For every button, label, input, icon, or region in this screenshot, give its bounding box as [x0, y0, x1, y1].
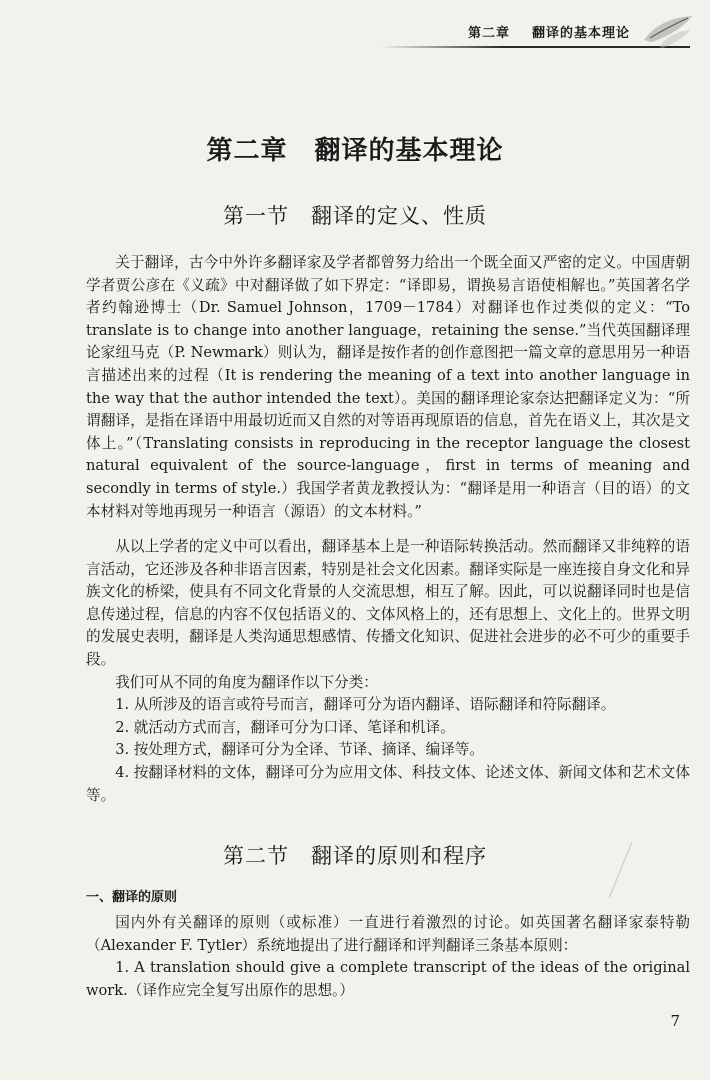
list-item: 2. 就活动方式而言，翻译可分为口译、笔译和机译。: [115, 718, 455, 736]
section-2-body: [86, 912, 690, 1002]
running-header-chapter: 第二章: [467, 26, 510, 41]
list-item: 4. 按翻译材料的文体，翻译可分为应用文体、科技文体、论述文体、新闻文体和艺术文体等。: [86, 763, 690, 804]
section-1-paragraph-1: [86, 252, 690, 523]
section-1-body: [86, 536, 690, 807]
leaf-ornament-icon: [640, 10, 696, 50]
chapter-title: 第二章 翻译的基本理论: [206, 136, 504, 166]
list-item: 3. 按处理方式，翻译可分为全译、节译、摘译、编译等。: [115, 741, 485, 759]
list-item: 1. 从所涉及的语言或符号而言，翻译可分为语内翻译、语际翻译和符际翻译。: [115, 696, 616, 714]
paragraph: 1. A translation should give a complete transcript of the ideas of the original work.（译作应完全复写出原作的思想。）: [86, 959, 690, 999]
paragraph: 关于翻译，古今中外许多翻译家及学者都曾努力给出一个既全面又严密的定义。中国唐朝学者贾公彦在《义疏》中对翻译做了如下界定：“译即易，谓换易言语使相解也。”英国著名学者约翰逊博士（Dr. Samuel Johnson，1709－1784）对翻译也作过类似的定义：“To translate is to change into another language，retaining the sense.”当代英国翻译理论家纽马克（P. Newmark）则认为，翻译是按作者的创作意图把一篇文章的意思用另一种语言描述出来的过程（It is rendering the meaning of a text into another language in the way that the author intended the text）。美国的翻译理论家奈达把翻译定义为：“所谓翻译，是指在译语中用最切近而又自然的对等语再现原语的信息，首先在语义上，其次是文体上。”（Translating consists in reproducing in the receptor language the closest natural equivalent of the source-language，first in terms of meaning and secondly in terms of style.）我国学者黄龙教授认为：“翻译是用一种语言（目的语）的文本材料对等地再现另一种语言（源语）的文本材料。”: [86, 254, 690, 520]
subheading-principles: 一、翻译的原则: [86, 890, 178, 905]
section-title-2: 第二节 翻译的原则和程序: [223, 844, 487, 868]
page-number: 7: [670, 1012, 680, 1030]
running-header-title: 翻译的基本理论: [531, 26, 630, 41]
paragraph: 我们可从不同的角度为翻译作以下分类：: [115, 673, 378, 691]
paragraph: 国内外有关翻译的原则（或标准）一直进行着激烈的讨论。如英国著名翻译家泰特勒（Alexander F. Tytler）系统地提出了进行翻译和评判翻译三条基本原则：: [86, 914, 690, 954]
running-header: [468, 22, 630, 41]
section-title-1: 第一节 翻译的定义、性质: [223, 204, 487, 228]
paragraph: 从以上学者的定义中可以看出，翻译基本上是一种语际转换活动。然而翻译又非纯粹的语言活动，它还涉及各种非语言因素，特别是社会文化因素。翻译实际是一座连接自身文化和异族文化的桥梁，使具有不同文化背景的人交流思想，相互了解。因此，可以说翻译同时也是信息传递过程，信息的内容不仅包括语义的、文体风格上的，还有思想上、文化上的。世界文明的发展史表明，翻译是人类沟通思想感情、传播文化知识、促进社会进步的必不可少的重要手段。: [86, 538, 690, 668]
